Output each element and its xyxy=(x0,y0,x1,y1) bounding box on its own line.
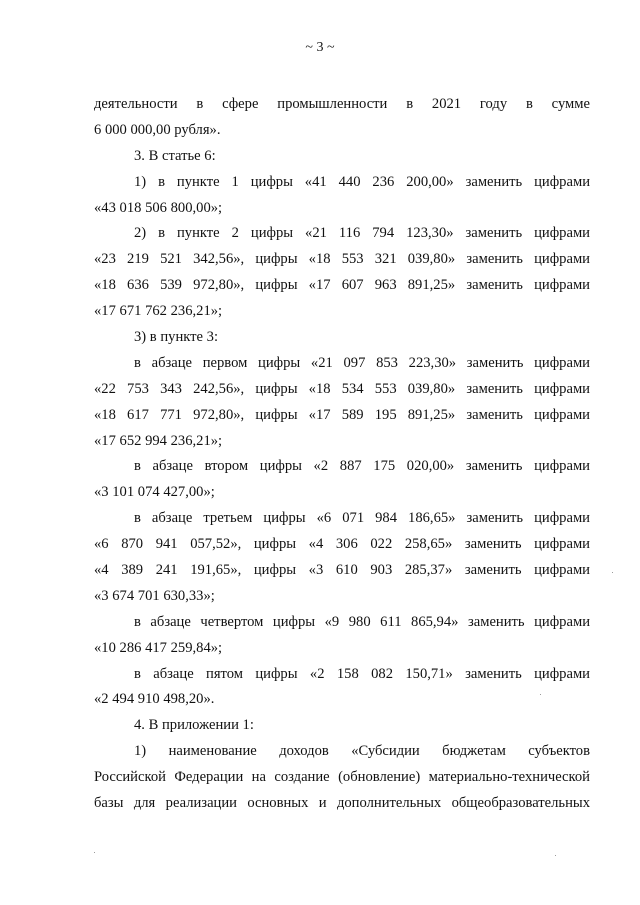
text-line: в абзаце втором цифры «2 887 175 020,00» заменить цифрами xyxy=(134,458,590,475)
text-line: «22 753 343 242,56», цифры «18 534 553 039,80» заменить цифрами xyxy=(94,380,590,397)
text-line: «23 219 521 342,56», цифры «18 553 321 039,80» заменить цифрами xyxy=(94,251,590,268)
text-line: в абзаце пятом цифры «2 158 082 150,71» заменить цифрами xyxy=(134,665,590,682)
scan-speck xyxy=(94,852,95,853)
scan-speck xyxy=(612,572,613,573)
text-line: Российской Федерации на создание (обновление) материально-технической xyxy=(94,769,590,786)
text-line: в абзаце первом цифры «21 097 853 223,30» заменить цифрами xyxy=(134,354,590,371)
text-line: деятельности в сфере промышленности в 2021 году в сумме xyxy=(94,96,590,112)
text-line: «17 671 762 236,21»; xyxy=(94,303,223,320)
scan-speck xyxy=(555,855,556,856)
page-number: ~ 3 ~ xyxy=(305,40,335,55)
text-line: 3) в пункте 3: xyxy=(134,329,219,346)
text-line: «18 617 771 972,80», цифры «17 589 195 891,25» заменить цифрами xyxy=(94,406,590,423)
text-line: «6 870 941 057,52», цифры «4 306 022 258,65» заменить цифрами xyxy=(94,536,590,553)
text-line: в абзаце четвертом цифры «9 980 611 865,94» заменить цифрами xyxy=(134,613,590,630)
text-line: 4. В приложении 1: xyxy=(134,717,254,734)
text-line: базы для реализации основных и дополнительных общеобразовательных xyxy=(94,795,590,812)
text-line: «18 636 539 972,80», цифры «17 607 963 891,25» заменить цифрами xyxy=(94,277,590,294)
text-line: «10 286 417 259,84»; xyxy=(94,639,223,656)
text-line: 6 000 000,00 рубля». xyxy=(94,121,221,138)
text-line: «3 674 701 630,33»; xyxy=(94,587,215,604)
text-line: в абзаце третьем цифры «6 071 984 186,65» заменить цифрами xyxy=(134,510,590,527)
text-line: 1) наименование доходов «Субсидии бюджетам субъектов xyxy=(134,743,590,760)
text-line: «4 389 241 191,65», цифры «3 610 903 285,37» заменить цифрами xyxy=(94,562,590,579)
document-body xyxy=(94,92,590,817)
text-line: 3. В статье 6: xyxy=(134,147,216,164)
text-line: 1) в пункте 1 цифры «41 440 236 200,00» заменить цифрами xyxy=(134,173,590,190)
text-line: «2 494 910 498,20». xyxy=(94,691,215,708)
text-line: «43 018 506 800,00»; xyxy=(94,199,223,216)
text-line: «3 101 074 427,00»; xyxy=(94,484,215,501)
text-line: 2) в пункте 2 цифры «21 116 794 123,30» заменить цифрами xyxy=(134,225,590,242)
text-line: «17 652 994 236,21»; xyxy=(94,432,223,449)
